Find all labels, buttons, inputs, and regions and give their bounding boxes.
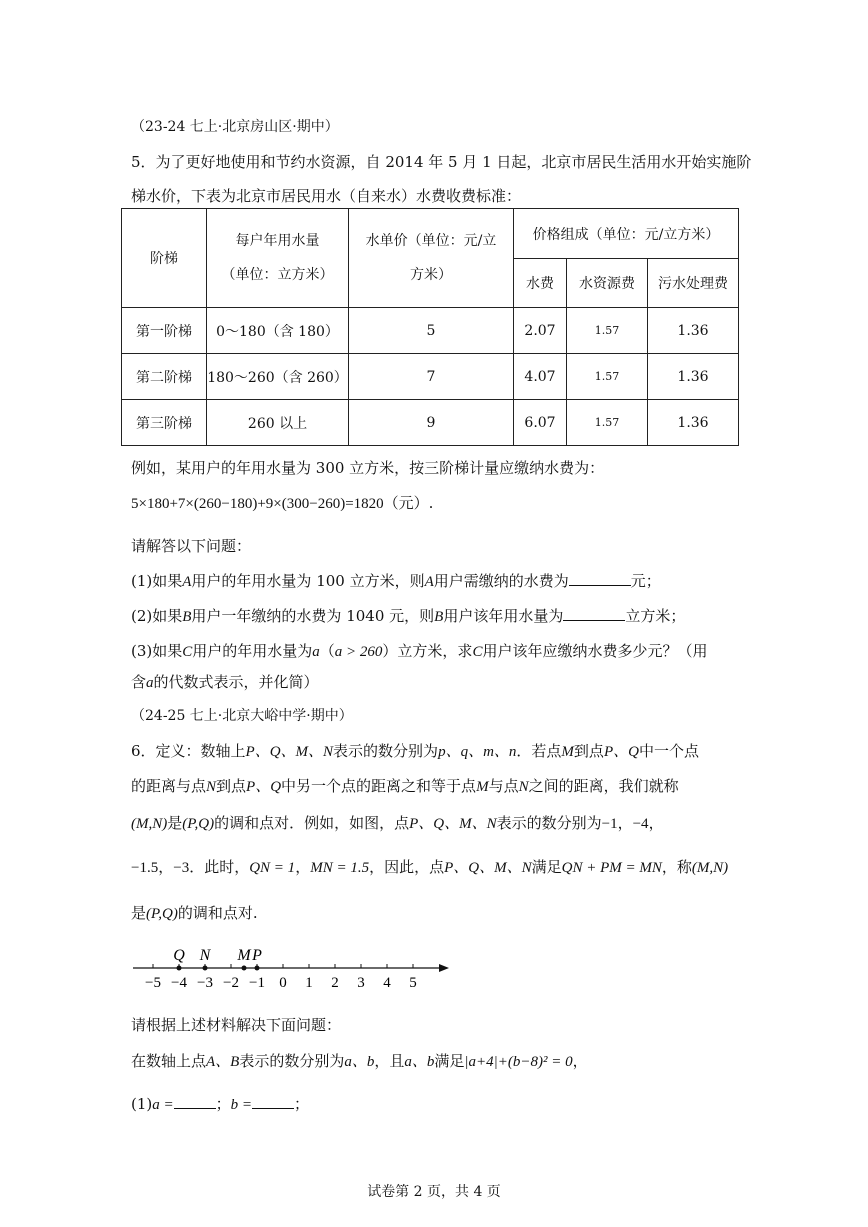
equation: QN = 1 <box>249 860 296 876</box>
header-usage-line1: 每户年用水量 <box>235 233 320 249</box>
q5-p1-text: 元； <box>630 572 661 590</box>
q6-line4: −1.5，−3．此时，QN = 1，MN = 1.5，因此，点P、Q、M、N满足QN + PM = MN，称(M,N) <box>131 858 729 876</box>
sewage-fee-cell: 1.36 <box>648 354 739 400</box>
q5-p2-text: (2)如果 <box>131 607 183 625</box>
answer-blank[interactable] <box>252 1094 294 1109</box>
var-B: B <box>434 609 444 625</box>
fee-cell: 2.07 <box>514 308 567 354</box>
q6-text: 中一个点 <box>638 742 699 760</box>
equation: MN = 1.5 <box>310 860 370 876</box>
q6-text: 之间的距离，我们就称 <box>528 777 679 795</box>
q6-text: 表示的数分别为 <box>333 742 439 760</box>
table-row <box>122 400 739 446</box>
q6-text: 表示的数分别为 <box>239 1052 345 1070</box>
q6-line1 <box>131 740 699 761</box>
point-label-P: P <box>252 947 262 964</box>
value: −1.5 <box>131 860 159 876</box>
var-N: N <box>206 779 217 795</box>
point-label-N: N <box>199 947 211 964</box>
var-C: C <box>472 644 483 660</box>
point-label-M: M <box>237 947 251 964</box>
q6-text: 的调和点对．例如，如图，点 <box>214 814 410 832</box>
q6-text: ， <box>572 1052 588 1070</box>
q6-text: 中另一个点的距离之和等于点 <box>281 777 477 795</box>
q6-text: ； <box>215 1095 231 1113</box>
q6-text: 满足 <box>531 858 562 876</box>
q5-p3-text: (3)如果 <box>131 642 183 660</box>
value: −4 <box>632 816 649 832</box>
q5-p3-text: 用户该年应缴纳水费多少元？（用 <box>482 642 708 660</box>
point-N <box>203 966 208 971</box>
q6-text: 在数轴上点 <box>131 1052 207 1070</box>
header-price-line1: 水单价（单位：元/立 <box>365 233 497 249</box>
q5-p2-text: 用户该年用水量为 <box>443 607 564 625</box>
var-N: N <box>518 779 529 795</box>
q5-example: 例如，某用户的年用水量为 300 立方米，按三阶梯计量应缴纳水费为： <box>131 459 605 477</box>
a-equals: a = <box>152 1097 174 1113</box>
q5-p3-text: 含 <box>131 673 147 691</box>
tier-cell: 第一阶梯 <box>122 308 207 354</box>
resource-fee-cell: 1.57 <box>567 354 648 400</box>
range-cell: 180～260（含 260） <box>207 354 349 400</box>
q6-numbers: p、q、m、n <box>438 744 517 760</box>
q6-points: P、Q、M、N <box>409 816 497 832</box>
table-row <box>122 354 739 400</box>
var-a: a <box>146 675 154 691</box>
q6-text: ； <box>294 1095 310 1113</box>
tick-label: −5 <box>145 975 161 991</box>
q6-condition-line <box>131 1050 588 1071</box>
q6-text: 满足 <box>434 1052 465 1070</box>
tick-label: 1 <box>305 975 313 991</box>
var-ab: a、b <box>404 1054 435 1070</box>
price-cell: 7 <box>349 354 514 400</box>
q6-text: 到点 <box>216 777 247 795</box>
q5-part2 <box>131 605 685 626</box>
page-footer: 试卷第 2 页，共 4 页 <box>367 1184 501 1200</box>
resource-fee-cell: 1.57 <box>567 400 648 446</box>
q6-part1 <box>131 1093 309 1114</box>
q5-source: （23-24 七上·北京房山区·期中） <box>131 119 339 135</box>
q5-p3-text: 的代数式表示，并化简） <box>153 673 319 691</box>
q6-text: ．此时， <box>189 858 250 876</box>
range-cell: 260 以上 <box>207 400 349 446</box>
q5-p3-text: ）立方米，求 <box>382 642 473 660</box>
value: −3 <box>173 860 190 876</box>
q6-text: ，称 <box>661 858 692 876</box>
q6-source: （24-25 七上·北京大峪中学·期中） <box>131 708 353 724</box>
q5-part3-line2 <box>131 671 319 692</box>
q6-points: P、Q、M、N <box>245 744 334 760</box>
tick-label: −2 <box>223 975 239 991</box>
q5-p2-text: 立方米； <box>625 607 686 625</box>
q5-ask: 请解答以下问题： <box>131 537 252 555</box>
q5-p1-text: 用户需缴纳的水费为 <box>433 572 569 590</box>
header-tier: 阶梯 <box>122 209 207 308</box>
answer-blank[interactable] <box>563 606 625 621</box>
pair-PQ: (P,Q) <box>182 816 215 832</box>
q6-points: P、Q、M、N <box>444 860 532 876</box>
var-ab: a、b <box>344 1054 375 1070</box>
resource-fee-cell: 1.57 <box>567 308 648 354</box>
var-PQ: P、Q <box>603 744 639 760</box>
sewage-fee-cell: 1.36 <box>648 400 739 446</box>
equation: QN + PM = MN <box>561 860 662 876</box>
point-P <box>255 966 260 971</box>
q5-formula-unit: （元）. <box>383 494 434 512</box>
header-fee: 水费 <box>514 259 567 308</box>
var-A: A <box>424 574 434 590</box>
var-PQ: P、Q <box>246 779 282 795</box>
tier-cell: 第三阶梯 <box>122 400 207 446</box>
q5-p1-text: (1)如果 <box>131 572 183 590</box>
q6-text: ，因此，点 <box>369 858 445 876</box>
value: −1 <box>601 816 618 832</box>
q5-p3-text: 用户的年用水量为 <box>192 642 313 660</box>
pair-MN: (M,N) <box>131 816 168 832</box>
q6-text: 到点 <box>573 742 604 760</box>
var-a: a <box>312 644 320 660</box>
header-resource-fee: 水资源费 <box>567 259 648 308</box>
q6-text: 是 <box>167 814 183 832</box>
header-usage-line2: （单位：立方米） <box>221 267 334 283</box>
arrow-right-icon <box>439 964 449 972</box>
q5-part1 <box>131 570 661 591</box>
q6-text: ，且 <box>374 1052 405 1070</box>
q5-intro-line2: 梯水价，下表为北京市居民用水（自来水）水费收费标准： <box>131 187 522 205</box>
number-line-figure <box>125 940 455 996</box>
point-label-Q: Q <box>173 947 185 964</box>
q5-formula-line <box>131 492 433 513</box>
answer-blank[interactable] <box>174 1094 216 1109</box>
q6-text: 的距离与点 <box>131 777 207 795</box>
table-row <box>122 308 739 354</box>
q6-text: 是 <box>131 904 147 922</box>
header-price-line2: 方米） <box>410 267 452 283</box>
header-composition: 价格组成（单位：元/立方米） <box>514 209 739 259</box>
price-cell: 5 <box>349 308 514 354</box>
header-sewage-fee: 污水处理费 <box>648 259 739 308</box>
tick-label: 3 <box>357 975 365 991</box>
q6-text: 与点 <box>488 777 519 795</box>
tick-label: −1 <box>249 975 265 991</box>
fee-cell: 6.07 <box>514 400 567 446</box>
var-C: C <box>182 644 193 660</box>
var-M: M <box>476 779 489 795</box>
var-A: A <box>182 574 192 590</box>
tick-label: 4 <box>383 975 391 991</box>
sewage-fee-cell: 1.36 <box>648 308 739 354</box>
var-AB: A、B <box>206 1054 240 1070</box>
q5-part3 <box>131 640 707 661</box>
q6-text: 表示的数分别为 <box>496 814 602 832</box>
var-B: B <box>182 609 192 625</box>
point-M <box>242 966 247 971</box>
q6-line2 <box>131 775 679 796</box>
q6-text: ．若点 <box>516 742 562 760</box>
water-price-table <box>121 208 739 446</box>
q5-formula: 5×180+7×(260−180)+9×(300−260)=1820 <box>131 496 384 512</box>
tick-label: −4 <box>171 975 187 991</box>
header-price <box>349 209 514 308</box>
q6-line5 <box>131 902 258 923</box>
range-cell: 0～180（含 180） <box>207 308 349 354</box>
q5-p3-text: （ <box>319 642 335 660</box>
q6-line3: (M,N)是(P,Q)的调和点对．例如，如图，点P、Q、M、N表示的数分别为−1，−4， <box>131 814 664 832</box>
q6-text: (1) <box>131 1095 153 1113</box>
q5-condition: a > 260 <box>334 644 383 660</box>
condition-equation: |a+4|+(b−8)² = 0 <box>464 1054 573 1070</box>
point-Q <box>177 966 182 971</box>
tick-label: −3 <box>197 975 213 991</box>
b-equals: b = <box>230 1097 253 1113</box>
q6-ask: 请根据上述材料解决下面问题： <box>131 1016 342 1034</box>
answer-blank[interactable] <box>569 571 631 586</box>
tier-cell: 第二阶梯 <box>122 354 207 400</box>
q5-intro-line1: 5．为了更好地使用和节约水资源，自 2014 年 5 月 1 日起，北京市居民生活用水开始实施阶 <box>131 153 752 171</box>
q6-text: 的调和点对. <box>177 904 258 922</box>
fee-cell: 4.07 <box>514 354 567 400</box>
q5-p1-text: 用户的年用水量为 100 立方米，则 <box>191 572 425 590</box>
tick-label: 0 <box>279 975 287 991</box>
q5-p2-text: 用户一年缴纳的水费为 1040 元，则 <box>191 607 435 625</box>
tick-label: 2 <box>331 975 339 991</box>
pair-MN: (M,N) <box>691 860 729 876</box>
pair-PQ: (P,Q) <box>146 906 178 922</box>
tick-label: 5 <box>409 975 417 991</box>
q6-text: 6．定义：数轴上 <box>131 742 246 760</box>
var-M: M <box>561 744 574 760</box>
price-cell: 9 <box>349 400 514 446</box>
header-usage <box>207 209 349 308</box>
